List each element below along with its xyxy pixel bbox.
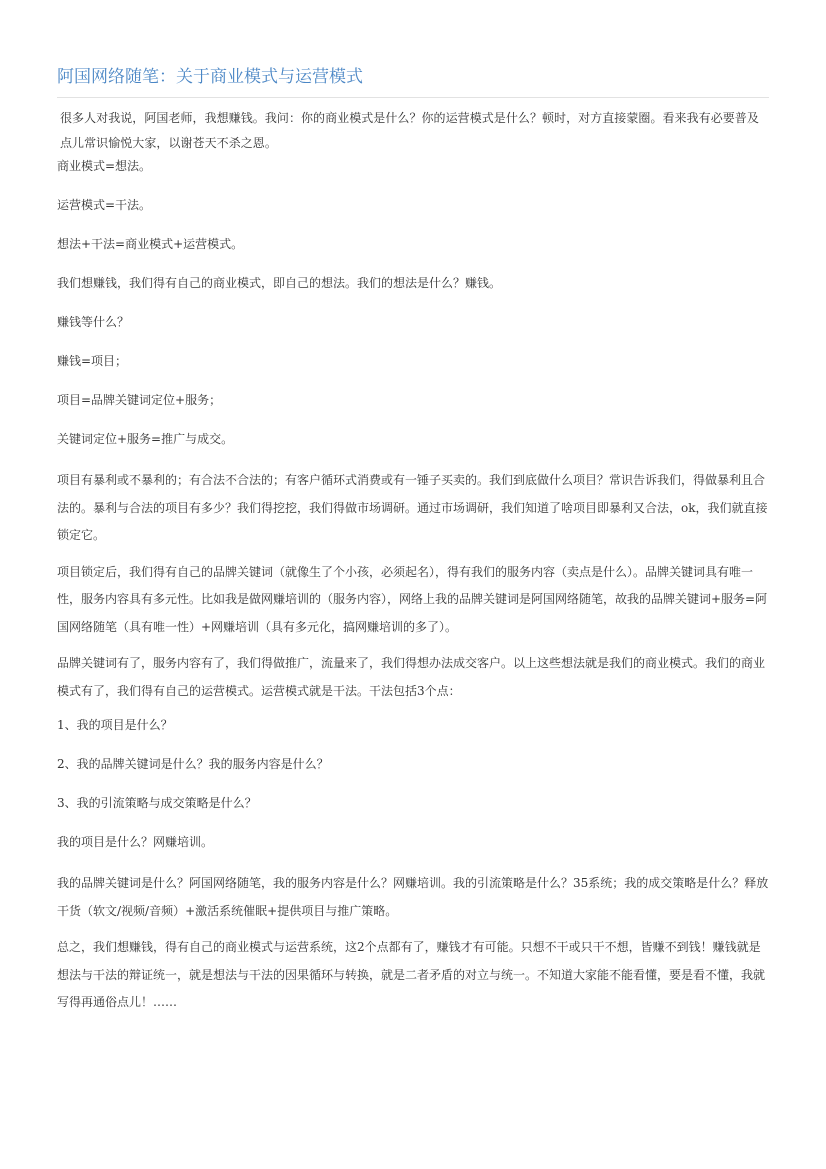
paragraph: 我的品牌关键词是什么？阿国网络随笔，我的服务内容是什么？网赚培训。我的引流策略是什么？35系统；我的成交策略是什么？释放干货（软文/视频/音频）+激活系统催眠+提供项目与推广策略。 <box>57 876 769 918</box>
list-item: 2、我的品牌关键词是什么？我的服务内容是什么？ <box>57 757 329 771</box>
list-item: 1、我的项目是什么？ <box>57 718 173 732</box>
paragraph: 项目锁定后，我们得有自己的品牌关键词（就像生了个小孩，必须起名），得有我们的服务内容（卖点是什么）。品牌关键词具有唯一性，服务内容具有多元性。比如我是做网赚培训的（服务内容），网络上我的品牌关键词是阿国网络随笔，故我的品牌关键词+服务=阿国网络随笔（具有唯一性）+网赚培训（具有多元化，搞网赚培训的多了）。 <box>57 564 768 634</box>
paragraph: 项目有暴利或不暴利的；有合法不合法的；有客户循环式消费或有一锤子买卖的。我们到底做什么项目？常识告诉我们，得做暴利且合法的。暴利与合法的项目有多少？我们得挖挖，我们得做市场调研。通过市场调研，我们知道了啥项目即暴利又合法，ok，我们就直接锁定它。 <box>57 473 768 542</box>
paragraph: 关键词定位+服务=推广与成交。 <box>57 432 234 446</box>
paragraph: 运营模式=干法。 <box>57 198 152 212</box>
intro-paragraph: 很多人对我说，阿国老师，我想赚钱。我问：你的商业模式是什么？你的运营模式是什么？顿时，对方直接蒙圈。看来我有必要普及点儿常识愉悦大家，以谢苍天不杀之恩。 <box>60 111 759 150</box>
list-item: 3、我的引流策略与成交策略是什么？ <box>57 796 257 810</box>
article-title: 阿国网络随笔：关于商业模式与运营模式 <box>57 67 363 87</box>
article-page <box>57 62 769 1026</box>
paragraph: 我的项目是什么？网赚培训。 <box>57 835 214 849</box>
paragraph: 想法+干法=商业模式+运营模式。 <box>57 237 244 251</box>
paragraph: 赚钱等什么？ <box>57 315 130 329</box>
paragraph: 项目=品牌关键词定位+服务； <box>57 393 222 407</box>
paragraph: 品牌关键词有了，服务内容有了，我们得做推广，流量来了，我们得想办法成交客户。以上这些想法就是我们的商业模式。我们的商业模式有了，我们得有自己的运营模式。运营模式就是干法。干法包括3个点： <box>57 656 766 698</box>
title-divider <box>57 97 769 98</box>
paragraph: 商业模式=想法。 <box>57 159 152 173</box>
paragraph: 赚钱=项目； <box>57 354 128 368</box>
paragraph: 我们想赚钱，我们得有自己的商业模式，即自己的想法。我们的想法是什么？赚钱。 <box>57 276 502 290</box>
paragraph: 总之，我们想赚钱，得有自己的商业模式与运营系统，这2个点都有了，赚钱才有可能。只想不干或只干不想，皆赚不到钱！赚钱就是想法与干法的辩证统一，就是想法与干法的因果循环与转换，就是二者矛盾的对立与统一。不知道大家能不能看懂，要是看不懂，我就写得再通俗点儿！…… <box>57 940 766 1009</box>
